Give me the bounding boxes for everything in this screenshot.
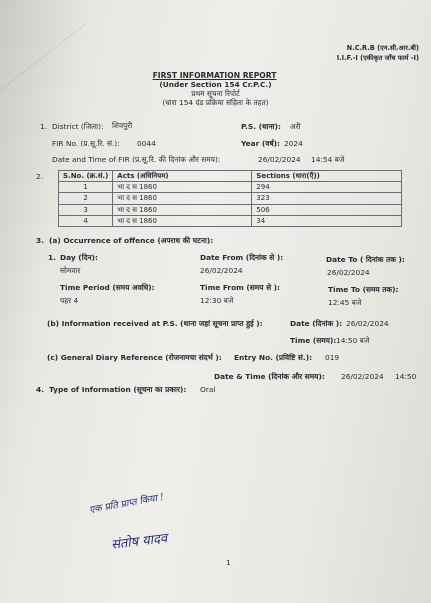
occurrence-label: (a) Occurrence of offence (अपराध की घटना): [49, 236, 214, 245]
row-sno: 2 [59, 193, 113, 204]
info-type-num: 4. [36, 385, 44, 394]
ncrb-header: N.C.R.B (एन.सी.आर.बी) [346, 44, 419, 52]
info-ps-date-label: Date (दिनांक ): [290, 319, 343, 328]
acts-header-row [59, 171, 402, 182]
district-label: District (जिला): [52, 122, 104, 131]
acts-num: 2. [36, 172, 44, 181]
table-row [59, 193, 402, 204]
ps-value: अरी [290, 122, 301, 131]
row-section: 506 [252, 204, 402, 215]
acts-header: Acts (अधिनियम) [113, 171, 252, 182]
row-act: भा द स 1860 [113, 204, 252, 215]
occurrence-num: 3. [36, 236, 44, 245]
row-section: 34 [252, 215, 402, 226]
report-title-hindi: प्रथम सूचना रिपोर्ट [191, 89, 240, 98]
fir-date-label: Date and Time of FIR (प्र.सू.रि. की दिनांक और समय): [52, 155, 221, 164]
row-section: 294 [252, 182, 402, 193]
sections-header: Sections (धारा(एँ)) [252, 171, 402, 182]
row-sno: 4 [59, 215, 113, 226]
gd-entry-label: Entry No. (प्रविष्टि सं.): [234, 353, 313, 362]
info-ps-label: (b) Information received at P.S. (थाना जहां सूचना प्राप्त हुई ): [47, 319, 263, 328]
page-number: 1 [226, 558, 231, 567]
year-value: 2024 [284, 139, 303, 148]
day-value: सोमवार [60, 266, 81, 275]
gd-dt-label: Date & Time (दिनांक और समय): [214, 372, 325, 381]
row-sno: 3 [59, 204, 113, 215]
date-to-label: Date To ( दिनांक तक ): [326, 255, 405, 264]
day-num: 1. [48, 253, 56, 262]
time-to-label: Time To (समय तक): [328, 285, 399, 294]
handwritten-note: एक प्रति प्राप्त किया ! [88, 491, 165, 516]
time-period-label: Time Period (समय अवधि): [60, 283, 155, 292]
table-row [59, 215, 402, 226]
info-ps-time-label: Time (समय): [290, 336, 337, 345]
row-section: 323 [252, 193, 402, 204]
info-ps-time-value: 14:50 बजे [336, 336, 370, 345]
gd-label: (c) General Diary Reference (रोजनामचा संदर्भ ): [47, 353, 222, 362]
gd-dt-time: 14:50 [395, 372, 417, 381]
info-type-label: Type of Information (सूचना का प्रकार): [49, 385, 187, 394]
time-to-value: 12:45 बजे [328, 298, 362, 307]
gd-entry-value: 019 [325, 353, 340, 362]
row-act: भा द स 1860 [113, 182, 252, 193]
fir-date-value: 26/02/2024 [258, 155, 301, 164]
fir-label: FIR No. (प्र.सू.रि. सं.): [52, 139, 120, 148]
acts-table [58, 170, 402, 227]
fir-time-value: 14:54 बजे [311, 155, 345, 164]
table-row [59, 204, 402, 215]
year-label: Year (वर्ष): [241, 139, 280, 148]
district-num: 1. [40, 122, 48, 131]
time-from-value: 12:30 बजे [200, 296, 234, 305]
gd-dt-value: 26/02/2024 [341, 372, 384, 381]
date-from-label: Date From (दिनांक से ): [200, 253, 284, 262]
date-from-value: 26/02/2024 [200, 266, 243, 275]
info-ps-date-value: 26/02/2024 [346, 319, 389, 328]
time-period-value: पहर 4 [60, 296, 79, 305]
sno-header: S.No. (क्र.सं.) [59, 171, 113, 182]
time-from-label: Time From (समय से ): [200, 283, 280, 292]
report-subtitle-hindi: (धारा 154 दंड प्रक्रिया संहिता के तहत) [162, 98, 269, 107]
fir-value: 0044 [137, 139, 156, 148]
info-type-value: Oral [200, 385, 216, 394]
row-sno: 1 [59, 182, 113, 193]
table-row [59, 182, 402, 193]
report-subtitle: (Under Section 154 Cr.P.C.) [159, 80, 272, 89]
day-label: Day (दिन): [60, 253, 98, 262]
handwritten-signature: संतोष यादव [110, 531, 169, 553]
iif-header: I.I.F.-I (एकीकृत जाँच फार्म -I) [336, 54, 419, 62]
date-to-value: 26/02/2024 [327, 268, 370, 277]
district-value: शिवपुरी [112, 121, 133, 130]
report-title: FIRST INFORMATION REPORT [152, 71, 277, 80]
ps-label: P.S. (थाना): [241, 122, 281, 131]
row-act: भा द स 1860 [113, 193, 252, 204]
row-act: भा द स 1860 [113, 215, 252, 226]
